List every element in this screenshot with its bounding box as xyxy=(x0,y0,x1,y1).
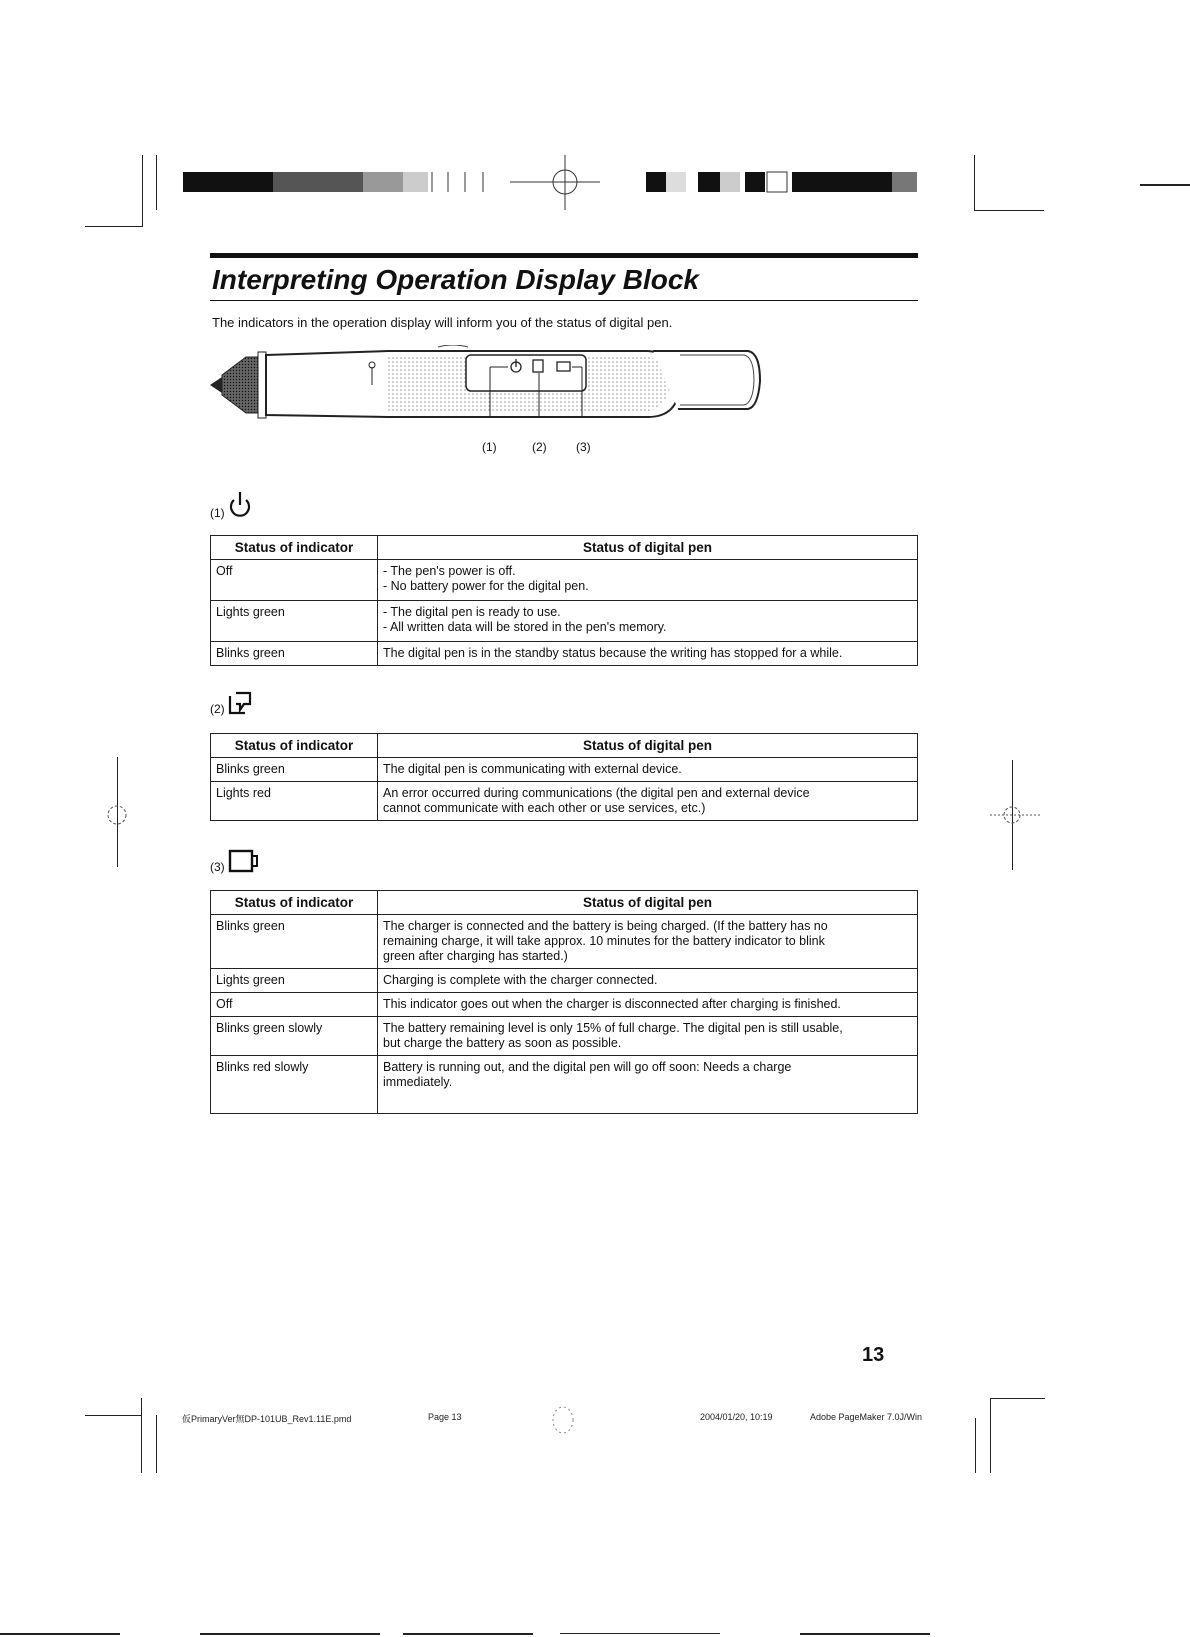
section-2-label: (2) xyxy=(210,702,225,716)
callout-3: (3) xyxy=(576,440,591,454)
table-row xyxy=(211,993,918,1017)
indicator-cell: Lights green xyxy=(211,969,378,993)
table-row xyxy=(211,601,918,642)
footer-app: Adobe PageMaker 7.0J/Win xyxy=(810,1412,923,1422)
battery-icon xyxy=(227,848,261,874)
section-1-heading xyxy=(210,490,253,520)
indicator-cell: Off xyxy=(211,993,378,1017)
table-row xyxy=(211,758,918,782)
header-pen-status: Status of digital pen xyxy=(378,536,918,560)
indicator-cell: Blinks green slowly xyxy=(211,1017,378,1056)
pen-status-cell xyxy=(378,915,918,969)
status-line: - The pen's power is off. xyxy=(383,564,516,578)
table-row xyxy=(211,1056,918,1114)
status-line: This indicator goes out when the charger is disconnected after charging is finished. xyxy=(383,997,841,1011)
pen-status-cell xyxy=(378,601,918,642)
header-pen-status: Status of digital pen xyxy=(378,891,918,915)
status-line: The battery remaining level is only 15% of full charge. The digital pen is still usable, xyxy=(383,1021,843,1035)
section-2-heading xyxy=(210,690,253,716)
footer-file: 仮PrimaryVer無DP-101UB_Rev1.11E.pmd xyxy=(182,1414,352,1424)
table-row xyxy=(211,560,918,601)
status-line: remaining charge, it will take approx. 10 minutes for the battery indicator to blink xyxy=(383,934,825,948)
section-3-label: (3) xyxy=(210,860,225,874)
status-line: but charge the battery as soon as possible. xyxy=(383,1036,622,1050)
page-title: Interpreting Operation Display Block xyxy=(212,264,699,295)
table-row xyxy=(211,782,918,821)
side-registration-right xyxy=(990,795,1040,835)
indicator-cell: Off xyxy=(211,560,378,601)
status-line: - The digital pen is ready to use. xyxy=(383,605,561,619)
pen-status-cell xyxy=(378,969,918,993)
header-pen-status: Status of digital pen xyxy=(378,734,918,758)
pen-status-cell xyxy=(378,782,918,821)
indicator-cell: Lights red xyxy=(211,782,378,821)
title-underline xyxy=(210,300,918,301)
status-line: The digital pen is communicating with external device. xyxy=(383,762,682,776)
pen-status-cell xyxy=(378,1056,918,1114)
status-line: green after charging has started.) xyxy=(383,949,568,963)
status-line: Charging is complete with the charger connected. xyxy=(383,973,658,987)
section-1-label: (1) xyxy=(210,506,225,520)
status-line: immediately. xyxy=(383,1075,453,1089)
pen-status-cell xyxy=(378,560,918,601)
status-line: - All written data will be stored in the pen's memory. xyxy=(383,620,667,634)
digital-pen-illustration xyxy=(208,345,768,455)
pen-status-cell xyxy=(378,993,918,1017)
power-icon xyxy=(227,490,253,520)
footer-timestamp: 2004/01/20, 10:19 xyxy=(700,1412,773,1422)
side-registration-left xyxy=(97,795,137,835)
communication-icon xyxy=(227,690,253,716)
pen-status-cell xyxy=(378,1017,918,1056)
pen-status-cell xyxy=(378,642,918,666)
indicator-cell: Blinks green xyxy=(211,758,378,782)
status-line: cannot communicate with each other or use services, etc.) xyxy=(383,801,706,815)
pen-status-cell xyxy=(378,758,918,782)
footer-registration-circle xyxy=(548,1402,578,1438)
table-row xyxy=(211,1017,918,1056)
header-indicator: Status of indicator xyxy=(211,891,378,915)
table-row xyxy=(211,642,918,666)
indicator-cell: Blinks green xyxy=(211,915,378,969)
status-line: An error occurred during communications (the digital pen and external device xyxy=(383,786,810,800)
status-line: The digital pen is in the standby status because the writing has stopped for a while. xyxy=(383,646,843,660)
indicator-cell: Lights green xyxy=(211,601,378,642)
table-row xyxy=(211,915,918,969)
indicator-cell: Blinks green xyxy=(211,642,378,666)
indicator-cell: Blinks red slowly xyxy=(211,1056,378,1114)
table-communication-indicator xyxy=(210,733,918,821)
callout-1: (1) xyxy=(482,440,497,454)
status-line: Battery is running out, and the digital pen will go off soon: Needs a charge xyxy=(383,1060,792,1074)
intro-text: The indicators in the operation display will inform you of the status of digital pen. xyxy=(212,315,673,330)
table-row xyxy=(211,969,918,993)
page-number: 13 xyxy=(862,1344,885,1366)
title-rule xyxy=(210,253,918,258)
table-power-indicator xyxy=(210,535,918,666)
status-line: The charger is connected and the battery is being charged. (If the battery has no xyxy=(383,919,828,933)
footer-page: Page 13 xyxy=(428,1412,462,1422)
header-indicator: Status of indicator xyxy=(211,734,378,758)
callout-2: (2) xyxy=(532,440,547,454)
registration-bar xyxy=(180,150,960,220)
header-indicator: Status of indicator xyxy=(211,536,378,560)
status-line: - No battery power for the digital pen. xyxy=(383,579,589,593)
section-3-heading xyxy=(210,848,261,874)
table-battery-indicator xyxy=(210,890,918,1114)
